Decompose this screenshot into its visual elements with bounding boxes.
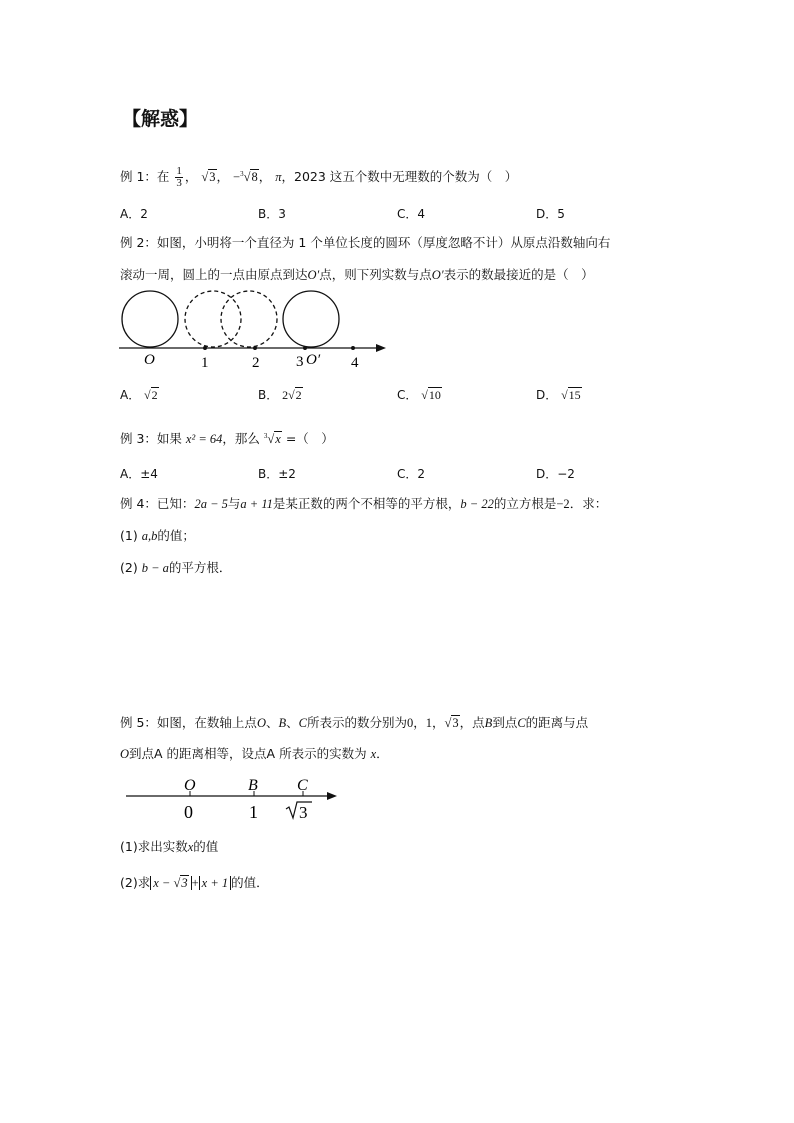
label-3: 3 <box>296 354 304 370</box>
circle-end <box>283 291 339 347</box>
question-5-part-2: (2)求 x − √3 + x + 1 的值． <box>120 875 269 890</box>
question-4-part-2: (2) b − a的平方根． <box>120 560 232 575</box>
value-label-1: 1 <box>249 802 258 822</box>
question-2-line-2: 滚动一周，圆上的一点由原点到达O′点，则下列实数与点O′表示的数最接近的是（ ） <box>120 267 594 282</box>
question-5-line-2: O到点A 的距离相等，设点A 所表示的实数为 x． <box>120 746 389 761</box>
rolling-circle-figure <box>115 288 395 372</box>
tick-point-4 <box>351 346 355 350</box>
question-5-line-1: 例 5：如图，在数轴上点O、B、C所表示的数分别为0，1，√3，点B到点C的距离与点 <box>120 715 589 730</box>
question-3-stem: 例 3：如果 x² = 64，那么 $^3$√x =（ ） <box>120 431 334 447</box>
q1-option-c: C．4 <box>397 207 426 221</box>
label-2: 2 <box>252 355 260 371</box>
label-4: 4 <box>351 355 359 371</box>
q1-option-a: A．2 <box>120 207 148 221</box>
question-2-line-1: 例 2：如图，小明将一个直径为 1 个单位长度的圆环（厚度忽略不计）从原点沿数轴向右 <box>120 235 611 250</box>
label-1: 1 <box>201 355 209 371</box>
circle-rolling-2 <box>221 291 277 347</box>
question-1-stem: 例 1：在 $\frac{1}{3}$ ， √3， −$^3$√8， π，2023 这五个数中无理数的个数为（ ） <box>120 165 518 190</box>
tick-point-3 <box>303 346 307 350</box>
question-4-part-1: (1) a,b的值； <box>120 528 195 543</box>
question-4-stem: 例 4：已知：2a − 5与a + 11是某正数的两个不相等的平方根，b − 22的立方根是−2．求： <box>120 496 608 511</box>
axis-arrow-icon <box>376 344 386 352</box>
label-origin: O <box>144 352 155 368</box>
q1-option-d: D．5 <box>536 207 565 221</box>
circle-start <box>122 291 178 347</box>
circle-rolling-1 <box>185 291 241 347</box>
q2-option-d: D． √15 <box>536 388 581 402</box>
q2-option-a: A． √2 <box>120 388 158 402</box>
q3-option-b: B．±2 <box>258 467 296 481</box>
q1-option-b: B．3 <box>258 207 286 221</box>
point-label-c: C <box>297 777 308 794</box>
value-label-0: 0 <box>184 802 193 822</box>
point-label-o: O <box>184 777 196 794</box>
fraction-one-third: $\frac{1}{3}$ <box>176 165 182 190</box>
value-label-sqrt3: 3 <box>299 803 308 822</box>
sqrt-3: √3 <box>201 170 216 185</box>
number-line-figure <box>122 772 344 824</box>
number-line-arrow-icon <box>327 792 337 800</box>
q2-option-b: B． 2√2 <box>258 388 302 402</box>
q2-option-c: C． √10 <box>397 388 441 402</box>
neg-cbrt-8: −$^3$√8 <box>233 170 258 185</box>
q3-option-a: A．±4 <box>120 467 158 481</box>
question-5-part-1: (1)求出实数x的值 <box>120 839 219 854</box>
abs-x-plus-1: x + 1 <box>199 876 231 890</box>
section-heading: 【解惑】 <box>122 108 199 130</box>
label-o-prime: O′ <box>306 352 321 368</box>
tick-point-2 <box>253 346 257 350</box>
abs-x-minus-sqrt3: x − √3 <box>150 876 191 890</box>
q3-option-d: D．−2 <box>536 467 575 481</box>
point-label-b: B <box>248 777 258 794</box>
q3-option-c: C．2 <box>397 467 426 481</box>
tick-point-1 <box>203 346 207 350</box>
